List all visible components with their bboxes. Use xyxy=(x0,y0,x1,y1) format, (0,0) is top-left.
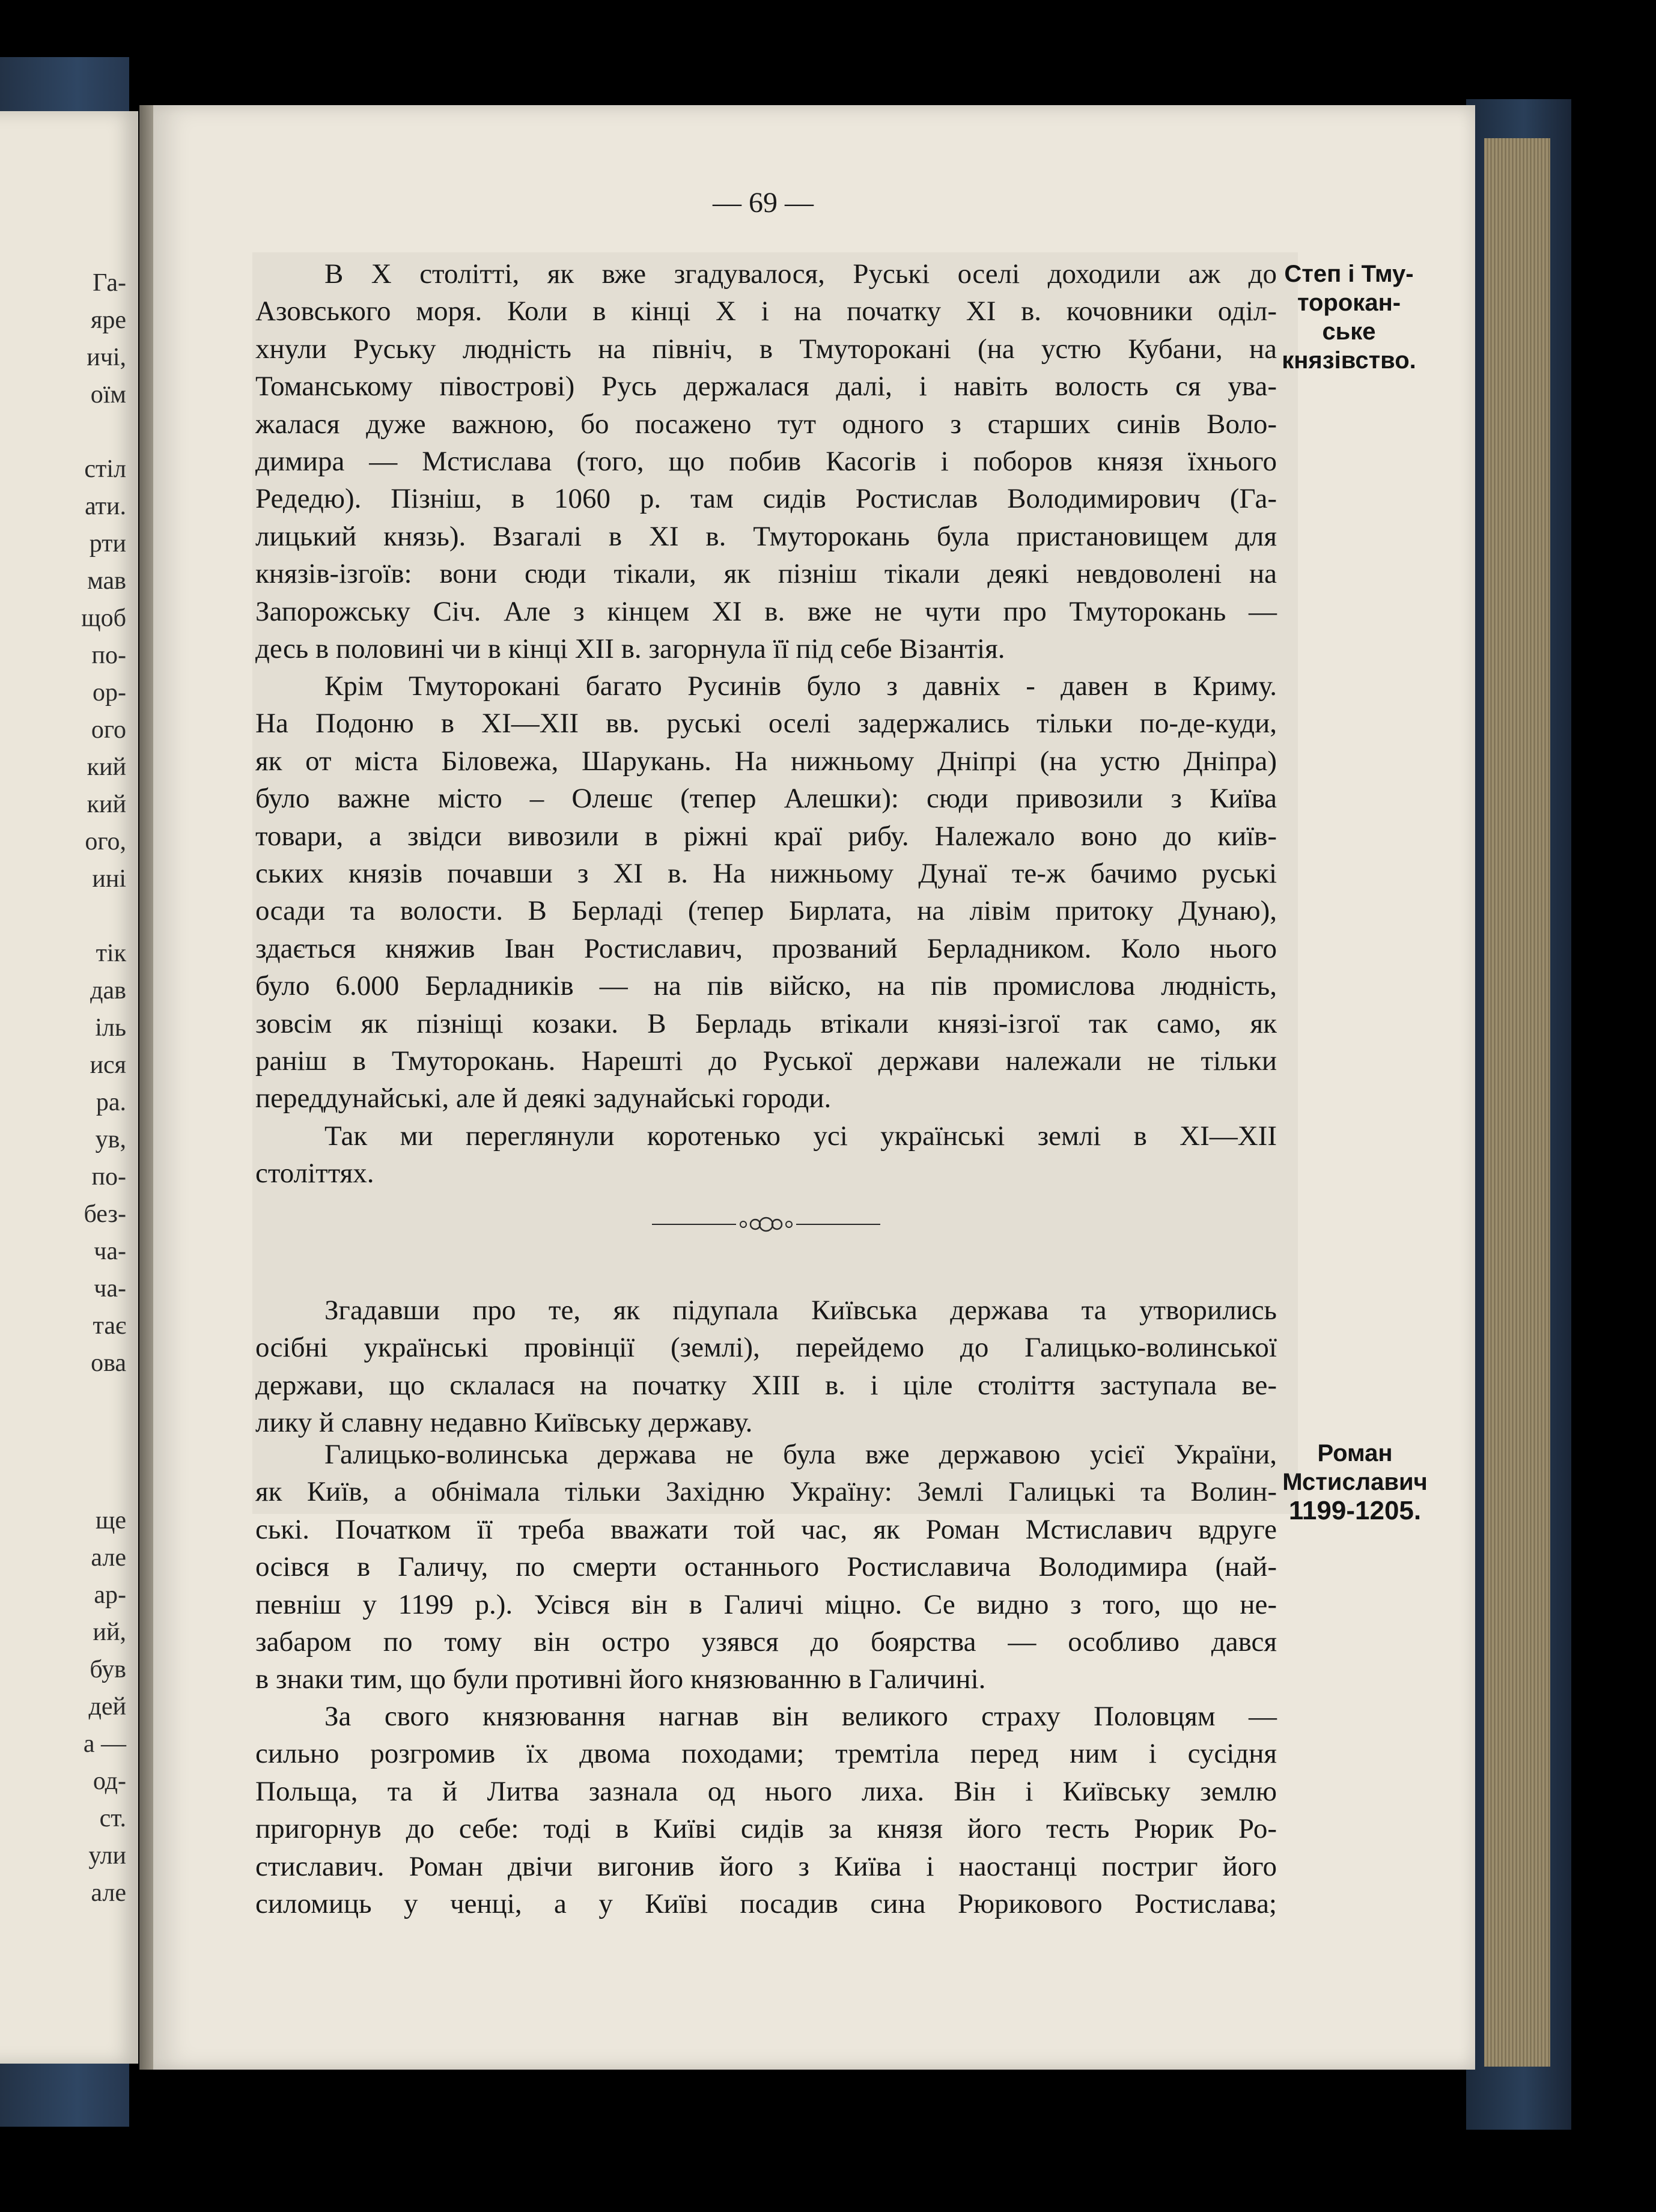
left-fragment: ичі, xyxy=(87,344,126,371)
text-line: забаром по тому він остро узявся до боярства — особливо дався xyxy=(255,1626,1277,1658)
text-line: пригорнув до себе: тоді в Київі сидів за князя його тесть Рюрик Ро- xyxy=(255,1813,1277,1845)
text-line: було важне місто – Олешє (тепер Алешки): сюди привозили з Київа xyxy=(255,783,1277,815)
left-fragment: од- xyxy=(93,1767,126,1795)
text-line: зовсім як пізніщі козаки. В Берладь втікали князі-ізгої так само, як xyxy=(255,1007,1277,1039)
text-line: переддунайські, але й деякі задунайські городи. xyxy=(255,1083,832,1114)
ornament-divider xyxy=(652,1212,880,1236)
side-note-line: Степ і Тму- xyxy=(1284,261,1414,287)
left-fragment: був xyxy=(90,1656,126,1683)
left-fragment: по- xyxy=(91,642,126,669)
text-line: як от міста Біловежа, Шарукань. На нижньому Дніпрі (на устю Дніпра) xyxy=(255,745,1277,777)
left-fragment: ар- xyxy=(94,1581,126,1609)
paragraph xyxy=(255,1698,1277,1922)
text-line: Редедю). Пізніш, в 1060 р. там сидів Ростислав Володимирович (Га- xyxy=(255,483,1277,515)
text-line: В X столітті, як вже згадувалося, Руські оселі доходили аж до xyxy=(324,258,1277,290)
paragraph xyxy=(255,255,1277,667)
text-line: товари, а звідси вивозили в ріжні краї рибу. Належало воно до київ- xyxy=(255,820,1277,852)
left-fragment: ова xyxy=(91,1349,126,1377)
left-fragment: тік xyxy=(96,940,126,967)
left-fragment: Га- xyxy=(93,269,126,297)
text-line: На Подоню в XI—XII вв. руські оселі задержались тільки по-де-куди, xyxy=(255,708,1277,740)
text-line: За свого князювання нагнав він великого страху Половцям — xyxy=(324,1701,1277,1732)
text-line: хнули Руську людність на північ, в Тмуторокані (на устю Кубани, на xyxy=(255,333,1277,365)
left-fragment: щоб xyxy=(81,604,126,632)
left-fragment: мав xyxy=(87,567,126,595)
page-edges xyxy=(1484,138,1550,2067)
text-line: лику й славну недавно Київську державу. xyxy=(255,1407,753,1439)
text-line: ських князів почавши з XI в. На нижньому Дунаї те-ж бачимо руські xyxy=(255,858,1277,890)
text-line: здається княжив Іван Ростиславич, прозваний Берладником. Коло нього xyxy=(255,932,1277,964)
side-note-line: Роман xyxy=(1317,1440,1393,1466)
left-fragment: ати. xyxy=(85,493,126,520)
text-line: Польща, та й Литва зазнала од нього лиха. Він і Київську землю xyxy=(255,1775,1277,1807)
left-fragment: ий, xyxy=(93,1618,126,1646)
text-line: раніш в Тмуторокань. Нарешті до Руської держави належали не тільки xyxy=(255,1045,1277,1077)
side-note-line: торокан- xyxy=(1297,290,1401,316)
paragraph xyxy=(255,1292,1277,1442)
left-fragment: а — xyxy=(83,1730,126,1758)
left-fragment: ися xyxy=(90,1051,126,1079)
text-line: димира — Мстислава (того, що побив Касогів і поборов князя їхнього xyxy=(255,446,1277,478)
text-line: Так ми переглянули коротенько усі українські землі в XI—XII xyxy=(324,1120,1277,1152)
text-line: Томанському півострові) Русь держалася далі, і навіть волость ся ува- xyxy=(255,371,1277,403)
text-line: осівся в Галичу, по смерти останнього Ростиславича Володимира (най- xyxy=(255,1551,1277,1583)
paragraph xyxy=(255,1117,1277,1193)
text-line: певніш у 1199 р.). Усівся він в Галичі міцно. Се видно з того, що не- xyxy=(255,1588,1277,1620)
left-page xyxy=(0,111,138,2064)
left-fragment: стіл xyxy=(84,455,126,483)
text-line: Азовського моря. Коли в кінці X і на початку XI в. кочовники оділ- xyxy=(255,296,1277,327)
left-fragment: ще xyxy=(96,1507,126,1534)
left-fragment: ра. xyxy=(96,1089,126,1116)
paragraph xyxy=(255,1436,1277,1698)
text-line: Згадавши про те, як підупала Київська держава та утворились xyxy=(324,1295,1277,1326)
text-line: силомиць у ченці, а у Київі посадив сина Рюрикового Ростислава; xyxy=(255,1888,1277,1920)
left-fragment: ині xyxy=(92,865,126,893)
side-note-tmutorokan xyxy=(1262,260,1436,375)
text-line: держави, що склалася на початку XIII в. і ціле століття заступала ве- xyxy=(255,1369,1277,1401)
side-note-line: 1199-1205. xyxy=(1288,1496,1422,1525)
left-fragment: яре xyxy=(91,306,126,334)
text-line: було 6.000 Берладників — на пів війско, на пів промислова людність, xyxy=(255,970,1277,1002)
left-fragment: ча- xyxy=(94,1238,126,1265)
text-line: лицький князь). Взагалі в XI в. Тмуторокань була пристановищем для xyxy=(255,520,1277,552)
text-line: сильно розгромив їх двома походами; тремтіла перед ним і сусідня xyxy=(255,1738,1277,1770)
left-fragment: дав xyxy=(90,977,126,1004)
text-line: осади та волости. В Берладі (тепер Бирлата, на лівім притоку Дунаю), xyxy=(255,895,1277,927)
left-fragment: ого, xyxy=(85,828,126,855)
side-note-line: князівство. xyxy=(1282,347,1416,374)
left-fragment: іль xyxy=(95,1014,126,1042)
left-fragment: ст. xyxy=(99,1805,126,1832)
text-line: століттях. xyxy=(255,1158,374,1190)
text-line: в знаки тим, що були противні його князюванню в Галичині. xyxy=(255,1664,986,1695)
side-note-line: Мстиславич xyxy=(1282,1469,1428,1495)
left-fragment: без- xyxy=(84,1200,126,1228)
left-fragment: тає xyxy=(93,1312,126,1340)
text-line: осібні українські провінції (землі), перейдемо до Галицько-волинської xyxy=(255,1332,1277,1364)
left-fragment: ча- xyxy=(94,1275,126,1302)
text-line: Запорожську Січ. Але з кінцем XI в. вже не чути про Тмуторокань — xyxy=(255,595,1277,627)
page-number: — 69 — xyxy=(713,187,814,219)
text-line: Крім Тмуторокані багато Русинів було з давніх - давен в Криму. xyxy=(324,670,1277,702)
text-line: десь в половині чи в кінці XII в. загорнула її під себе Візантія. xyxy=(255,633,1005,665)
text-line: як Київ, а обнімала тільки Західню Україну: Землі Галицькі та Волин- xyxy=(255,1476,1277,1508)
side-note-line: ське xyxy=(1322,318,1376,345)
left-fragment: але xyxy=(91,1879,126,1907)
left-fragment: кий xyxy=(87,753,126,781)
left-fragment: але xyxy=(91,1544,126,1572)
left-fragment: ули xyxy=(88,1842,126,1870)
left-fragment: ого xyxy=(91,716,126,744)
left-fragment: рти xyxy=(89,530,126,558)
text-line: стиславич. Роман двічи вигонив його з Київа і наостанці постриг його xyxy=(255,1850,1277,1882)
left-fragment: ув, xyxy=(95,1126,126,1153)
text-line: князів-ізгоїв: вони сюди тікали, як пізніш тікали деякі невдоволені на xyxy=(255,558,1277,590)
side-note-roman xyxy=(1268,1439,1442,1525)
paragraph xyxy=(255,667,1277,1117)
text-line: ські. Початком її треба вважати той час, як Роман Мстиславич вдруге xyxy=(255,1513,1277,1545)
left-fragment: оїм xyxy=(90,381,126,409)
left-fragment: дей xyxy=(88,1693,126,1721)
text-line: Галицько-волинська держава не була вже державою усієї України, xyxy=(324,1439,1277,1470)
left-fragment: по- xyxy=(91,1163,126,1191)
left-fragment: кий xyxy=(87,791,126,818)
text-line: жалася дуже важною, бо посажено тут одного з старших синів Воло- xyxy=(255,408,1277,440)
left-fragment: ор- xyxy=(93,679,126,706)
